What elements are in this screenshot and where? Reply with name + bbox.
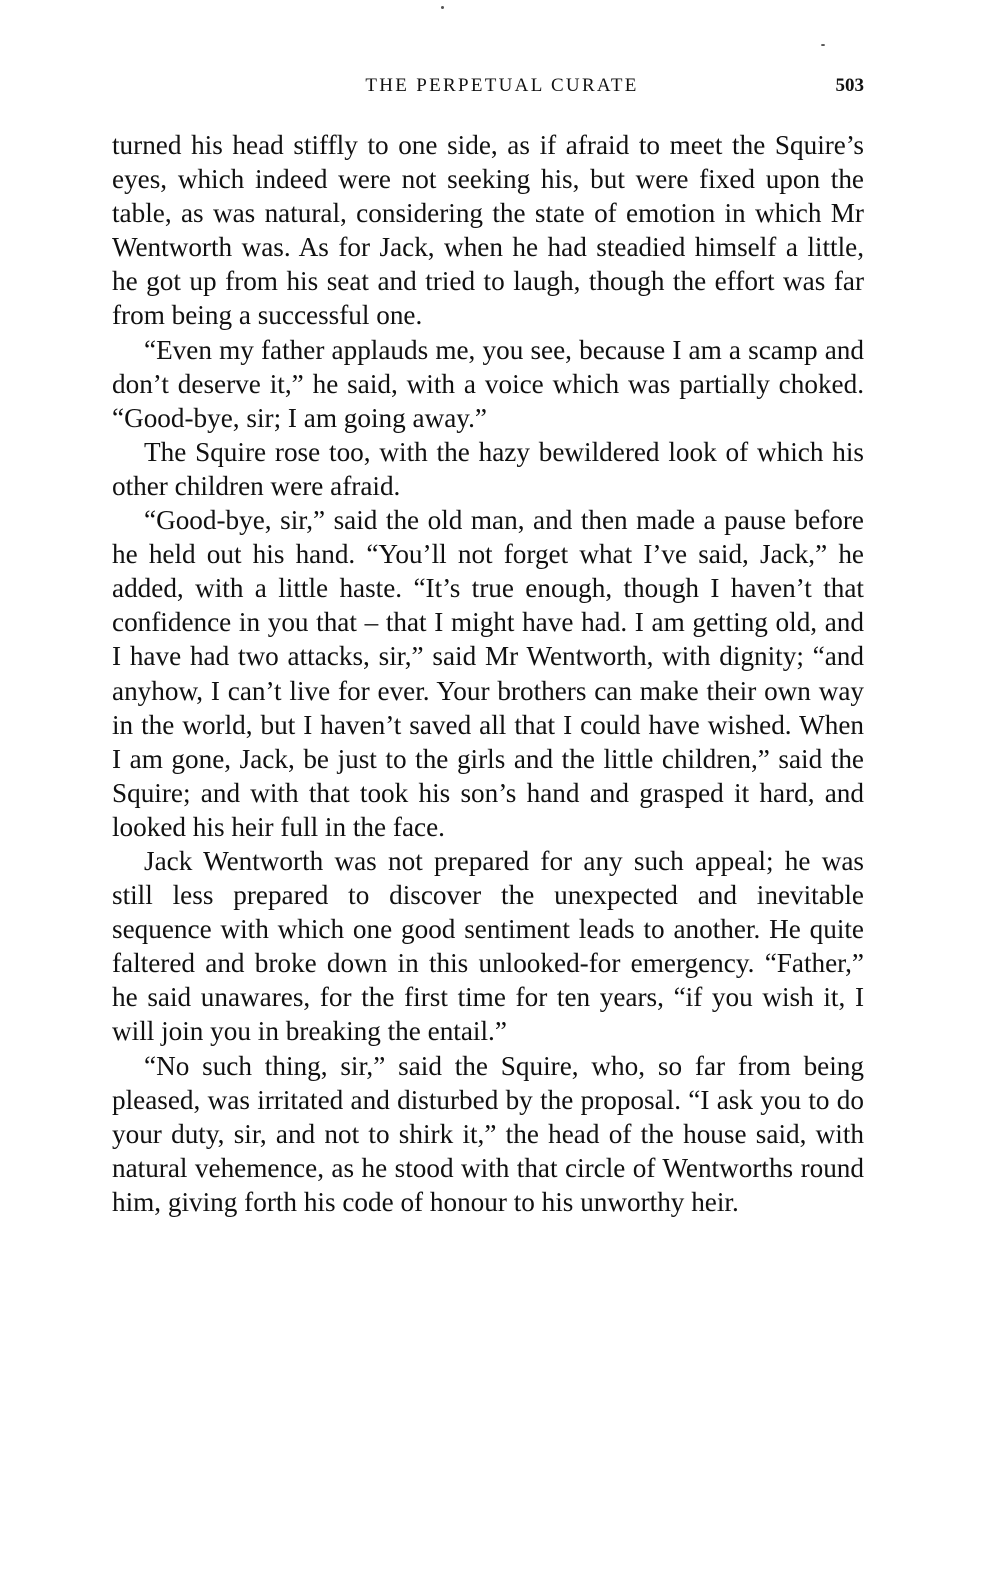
page-number: 503: [835, 75, 864, 96]
paragraph: turned his head stiffly to one side, as if afraid to meet the Squire’s eyes, which indeed were not seeking his, but were fixed upon the table, as was natural, considering the state of emotion in which Mr Wentworth was. As for Jack, when he had steadied himself a little, he got up from his seat and tried to laugh, though the effort was far from being a successful one.: [112, 130, 864, 331]
scan-speck: [441, 6, 444, 9]
running-title: THE PERPETUAL CURATE: [365, 75, 639, 96]
paragraph: “Good-bye, sir,” said the old man, and then made a pause before he held out his hand. “You’ll not forget what I’ve said, Jack,” he added, with a little haste. “It’s true enough, though I haven’t that confidence in you that – that I might have had. I am getting old, and I have had two attacks, sir,” said Mr Wentworth, with dignity; “and anyhow, I can’t live for ever. Your brothers can make their own way in the world, but I haven’t saved all that I could have wished. When I am gone, Jack, be just to the girls and the little children,” said the Squire; and with that took his son’s hand and grasped it hard, and looked his heir full in the face.: [112, 505, 864, 842]
paragraph: Jack Wentworth was not prepared for any such appeal; he was still less prepared to discover the unexpected and inevitable sequence with which one good sentiment leads to another. He quite faltered and broke down in this unlooked-for emergency. “Father,” he said unawares, for the first time for ten years, “if you wish it, I will join you in breaking the entail.”: [112, 845, 864, 1047]
scan-speck: [821, 44, 825, 46]
paragraph: “Even my father applauds me, you see, because I am a scamp and don’t deserve it,” he said, with a voice which was partially choked. “Good-bye, sir; I am going away.”: [112, 334, 864, 433]
paragraph: “No such thing, sir,” said the Squire, who, so far from being pleased, was irritated and disturbed by the proposal. “I ask you to do your duty, sir, and not to shirk it,” the head of the house said, with natural vehemence, as he stood with that circle of Wentworths round him, giving forth his code of honour to his unworthy heir.: [112, 1050, 864, 1217]
running-head: [112, 73, 866, 103]
paragraph: The Squire rose too, with the hazy bewildered look of which his other children were afraid.: [112, 436, 864, 501]
body-text: [112, 128, 864, 1219]
